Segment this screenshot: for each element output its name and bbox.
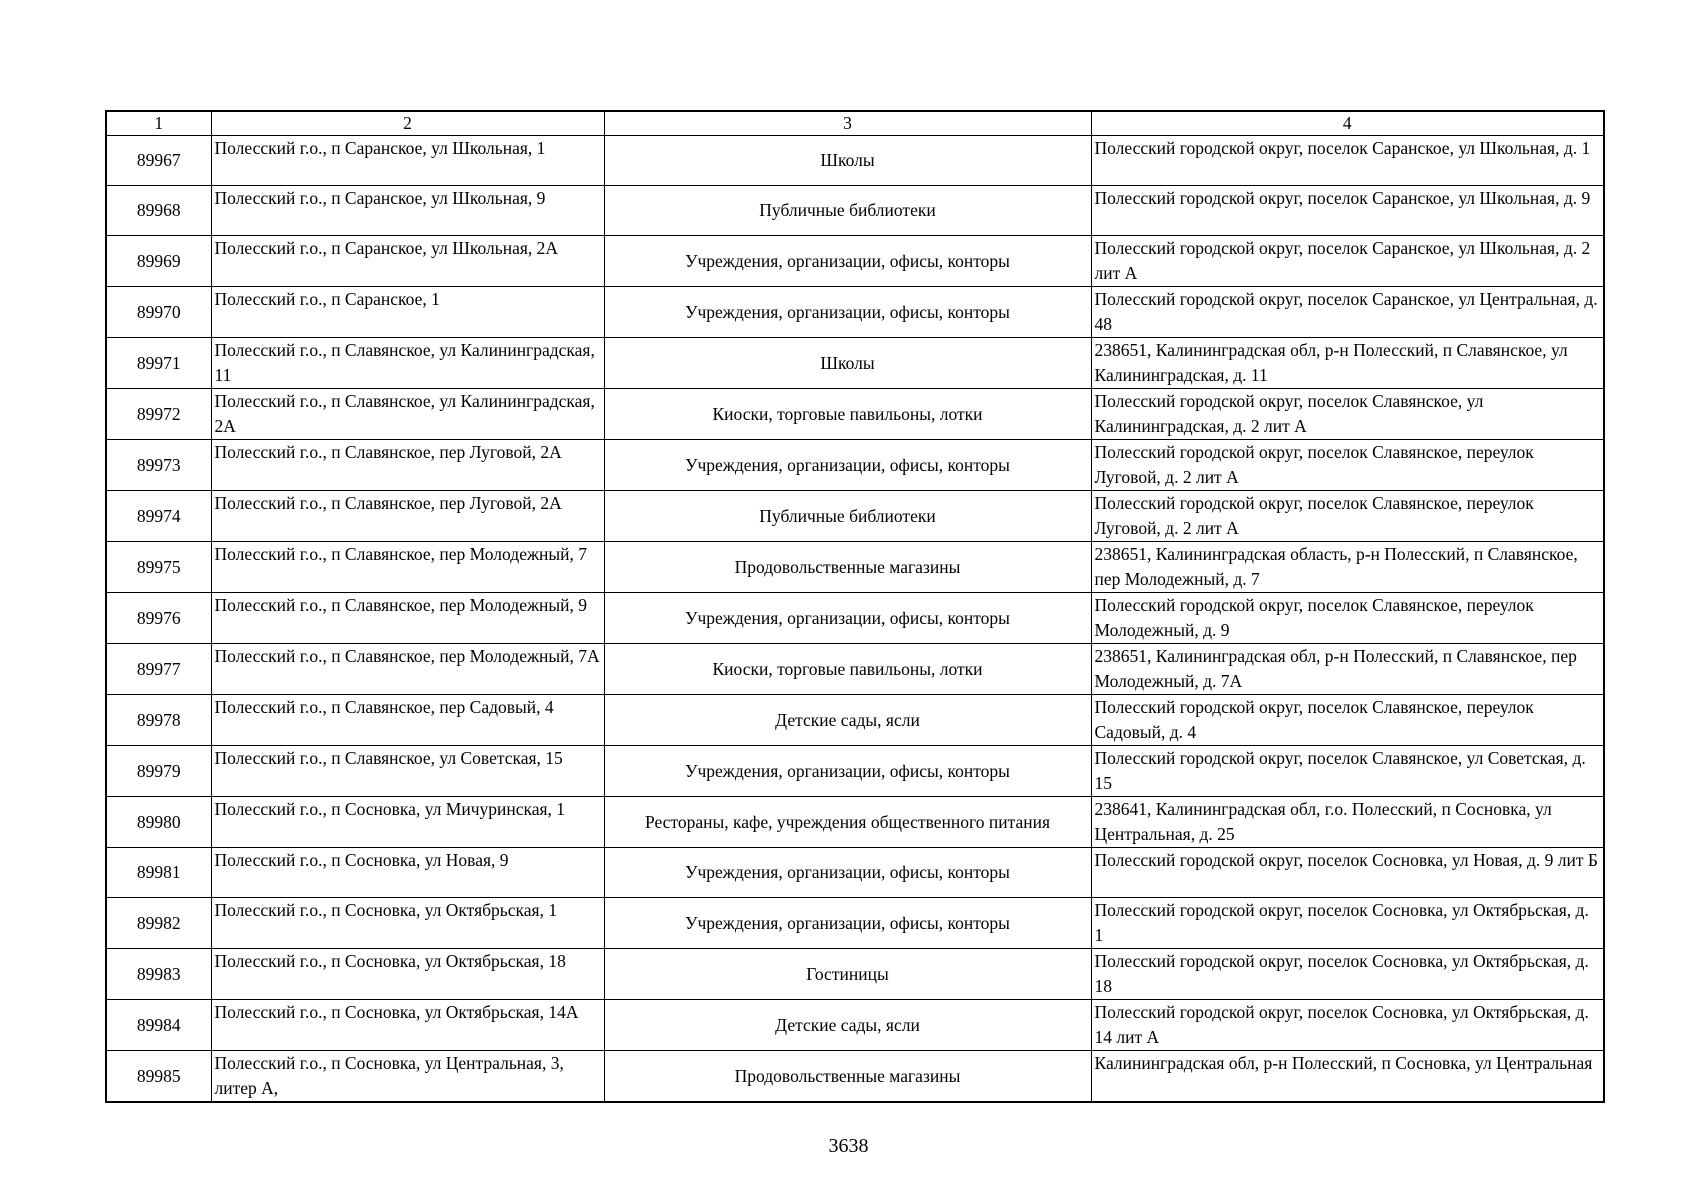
cell-short-address: Полесский г.о., п Славянское, ул Калининградская, 2А [211, 389, 604, 440]
cell-object-id: 89980 [106, 797, 211, 848]
table-row [106, 542, 1604, 593]
cell-object-type: Публичные библиотеки [604, 491, 1091, 542]
header-col-3: 3 [604, 111, 1091, 136]
table-row [106, 287, 1604, 338]
cell-short-address: Полесский г.о., п Славянское, пер Луговой, 2А [211, 491, 604, 542]
cell-full-address: 238651, Калининградская область, р-н Полесский, п Славянское, пер Молодежный, д. 7 [1091, 542, 1604, 593]
cell-object-id: 89971 [106, 338, 211, 389]
cell-object-type: Школы [604, 338, 1091, 389]
header-row [106, 111, 1604, 136]
cell-short-address: Полесский г.о., п Славянское, пер Молодежный, 9 [211, 593, 604, 644]
table-row [106, 949, 1604, 1000]
cell-object-id: 89984 [106, 1000, 211, 1051]
cell-object-id: 89970 [106, 287, 211, 338]
cell-short-address: Полесский г.о., п Саранское, 1 [211, 287, 604, 338]
table-row [106, 136, 1604, 186]
cell-short-address: Полесский г.о., п Сосновка, ул Центральная, 3, литер А, [211, 1051, 604, 1103]
cell-object-type: Публичные библиотеки [604, 186, 1091, 236]
cell-object-type: Гостиницы [604, 949, 1091, 1000]
table-row [106, 186, 1604, 236]
cell-object-id: 89985 [106, 1051, 211, 1103]
cell-object-type: Киоски, торговые павильоны, лотки [604, 644, 1091, 695]
cell-short-address: Полесский г.о., п Славянское, ул Советская, 15 [211, 746, 604, 797]
table-row [106, 338, 1604, 389]
table-header [106, 111, 1604, 136]
cell-object-type: Учреждения, организации, офисы, конторы [604, 898, 1091, 949]
cell-object-type: Продовольственные магазины [604, 1051, 1091, 1103]
table-body [106, 136, 1604, 1103]
cell-full-address: 238651, Калининградская обл, р-н Полесский, п Славянское, пер Молодежный, д. 7А [1091, 644, 1604, 695]
cell-object-type: Школы [604, 136, 1091, 186]
cell-object-type: Учреждения, организации, офисы, конторы [604, 848, 1091, 898]
cell-object-type: Рестораны, кафе, учреждения общественного питания [604, 797, 1091, 848]
cell-short-address: Полесский г.о., п Сосновка, ул Октябрьская, 14А [211, 1000, 604, 1051]
cell-full-address: Полесский городской округ, поселок Сосновка, ул Октябрьская, д. 14 лит А [1091, 1000, 1604, 1051]
cell-short-address: Полесский г.о., п Славянское, пер Молодежный, 7А [211, 644, 604, 695]
cell-object-id: 89979 [106, 746, 211, 797]
cell-object-id: 89981 [106, 848, 211, 898]
cell-full-address: Полесский городской округ, поселок Славянское, переулок Садовый, д. 4 [1091, 695, 1604, 746]
cell-object-type: Учреждения, организации, офисы, конторы [604, 746, 1091, 797]
cell-object-type: Детские сады, ясли [604, 1000, 1091, 1051]
table-row [106, 797, 1604, 848]
cell-object-type: Учреждения, организации, офисы, конторы [604, 593, 1091, 644]
page-number: 3638 [828, 1135, 869, 1157]
table-row [106, 236, 1604, 287]
table-row [106, 644, 1604, 695]
cell-object-id: 89982 [106, 898, 211, 949]
cell-object-type: Киоски, торговые павильоны, лотки [604, 389, 1091, 440]
table-row [106, 1051, 1604, 1103]
cell-object-id: 89968 [106, 186, 211, 236]
cell-object-id: 89973 [106, 440, 211, 491]
cell-object-id: 89977 [106, 644, 211, 695]
cell-full-address: 238641, Калининградская обл, г.о. Полесский, п Сосновка, ул Центральная, д. 25 [1091, 797, 1604, 848]
table-row [106, 389, 1604, 440]
cell-short-address: Полесский г.о., п Сосновка, ул Октябрьская, 1 [211, 898, 604, 949]
table-row [106, 848, 1604, 898]
table-row [106, 1000, 1604, 1051]
cell-full-address: Полесский городской округ, поселок Сосновка, ул Октябрьская, д. 18 [1091, 949, 1604, 1000]
cell-full-address: Полесский городской округ, поселок Славянское, переулок Молодежный, д. 9 [1091, 593, 1604, 644]
cell-object-id: 89974 [106, 491, 211, 542]
cell-full-address: Полесский городской округ, поселок Сосновка, ул Октябрьская, д. 1 [1091, 898, 1604, 949]
table-row [106, 898, 1604, 949]
table-row [106, 746, 1604, 797]
cell-full-address: Полесский городской округ, поселок Славянское, переулок Луговой, д. 2 лит А [1091, 491, 1604, 542]
cell-short-address: Полесский г.о., п Сосновка, ул Октябрьская, 18 [211, 949, 604, 1000]
cell-object-id: 89983 [106, 949, 211, 1000]
cell-short-address: Полесский г.о., п Сосновка, ул Мичуринская, 1 [211, 797, 604, 848]
cell-object-id: 89967 [106, 136, 211, 186]
cell-short-address: Полесский г.о., п Саранское, ул Школьная, 1 [211, 136, 604, 186]
cell-short-address: Полесский г.о., п Славянское, пер Садовый, 4 [211, 695, 604, 746]
cell-full-address: Полесский городской округ, поселок Славянское, переулок Луговой, д. 2 лит А [1091, 440, 1604, 491]
cell-full-address: Калининградская обл, р-н Полесский, п Сосновка, ул Центральная [1091, 1051, 1604, 1103]
cell-full-address: Полесский городской округ, поселок Саранское, ул Школьная, д. 1 [1091, 136, 1604, 186]
table-row [106, 440, 1604, 491]
cell-full-address: Полесский городской округ, поселок Саранское, ул Школьная, д. 9 [1091, 186, 1604, 236]
cell-short-address: Полесский г.о., п Саранское, ул Школьная, 2А [211, 236, 604, 287]
cell-short-address: Полесский г.о., п Сосновка, ул Новая, 9 [211, 848, 604, 898]
cell-full-address: 238651, Калининградская обл, р-н Полесский, п Славянское, ул Калининградская, д. 11 [1091, 338, 1604, 389]
header-col-2: 2 [211, 111, 604, 136]
header-col-4: 4 [1091, 111, 1604, 136]
cell-object-id: 89972 [106, 389, 211, 440]
cell-short-address: Полесский г.о., п Славянское, пер Молодежный, 7 [211, 542, 604, 593]
table-row [106, 491, 1604, 542]
data-table [105, 110, 1605, 1103]
cell-full-address: Полесский городской округ, поселок Славянское, ул Калининградская, д. 2 лит А [1091, 389, 1604, 440]
header-col-1: 1 [106, 111, 211, 136]
table-row [106, 593, 1604, 644]
cell-object-id: 89976 [106, 593, 211, 644]
cell-object-type: Учреждения, организации, офисы, конторы [604, 236, 1091, 287]
cell-full-address: Полесский городской округ, поселок Сосновка, ул Новая, д. 9 лит Б [1091, 848, 1604, 898]
cell-object-id: 89975 [106, 542, 211, 593]
cell-full-address: Полесский городской округ, поселок Саранское, ул Центральная, д. 48 [1091, 287, 1604, 338]
cell-short-address: Полесский г.о., п Славянское, ул Калининградская, 11 [211, 338, 604, 389]
cell-short-address: Полесский г.о., п Славянское, пер Луговой, 2А [211, 440, 604, 491]
cell-object-id: 89969 [106, 236, 211, 287]
cell-full-address: Полесский городской округ, поселок Саранское, ул Школьная, д. 2 лит А [1091, 236, 1604, 287]
cell-object-type: Учреждения, организации, офисы, конторы [604, 440, 1091, 491]
cell-short-address: Полесский г.о., п Саранское, ул Школьная, 9 [211, 186, 604, 236]
cell-object-id: 89978 [106, 695, 211, 746]
cell-object-type: Детские сады, ясли [604, 695, 1091, 746]
cell-full-address: Полесский городской округ, поселок Славянское, ул Советская, д. 15 [1091, 746, 1604, 797]
cell-object-type: Учреждения, организации, офисы, конторы [604, 287, 1091, 338]
table-row [106, 695, 1604, 746]
cell-object-type: Продовольственные магазины [604, 542, 1091, 593]
